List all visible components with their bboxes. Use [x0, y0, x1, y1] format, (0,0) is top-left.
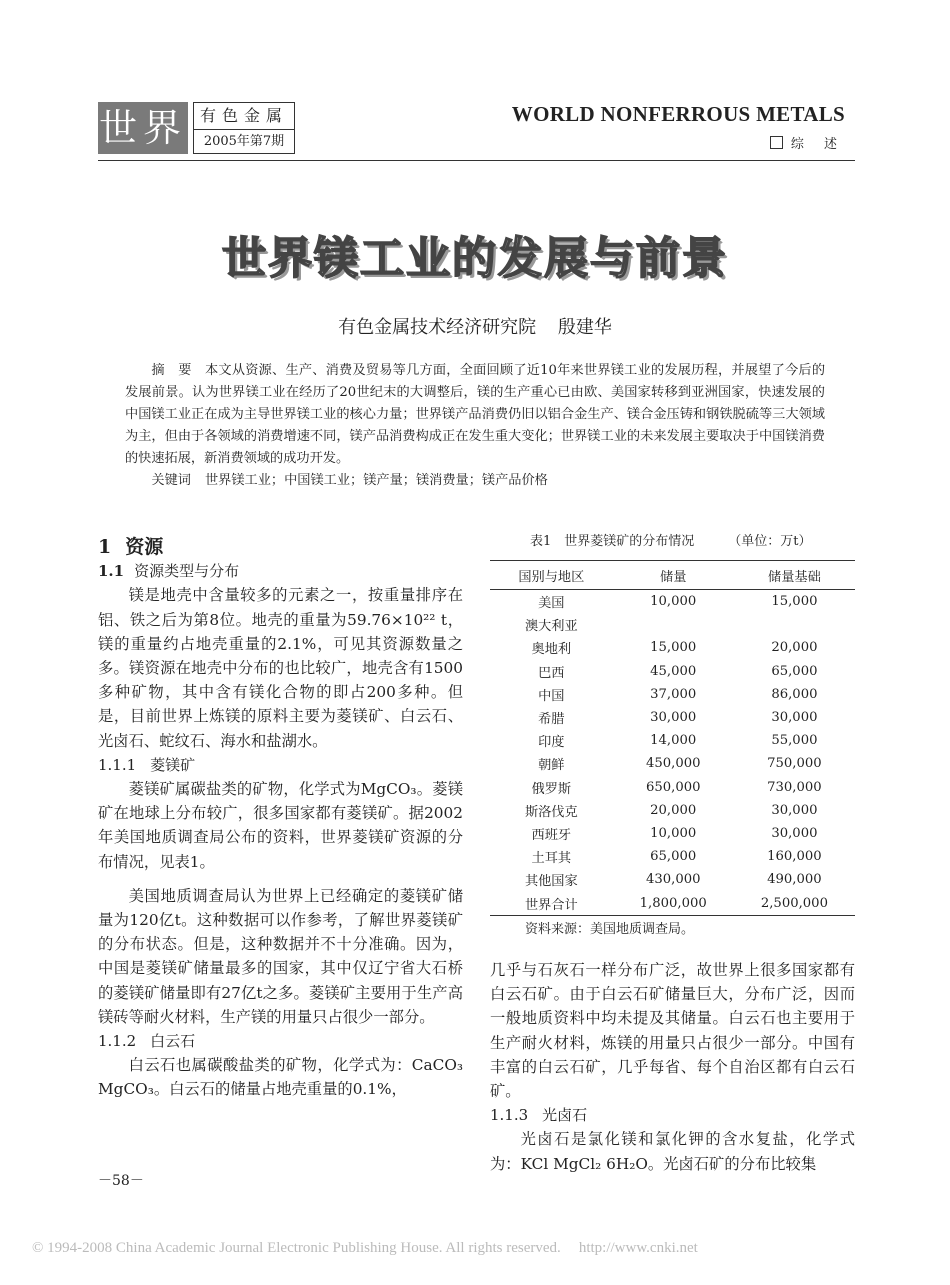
table-row	[490, 636, 855, 659]
table-cell	[613, 613, 734, 636]
table-cell: 20,000	[771, 640, 818, 656]
paragraph: 镁是地壳中含量较多的元素之一，按重量排序在铝、铁之后为第8位。地壳的重量为59.76×10²² t，镁的重量约占地壳重量的2.1%，可见其资源数量之多。镁资源在地壳中分布的也比较广，地壳含有1500多种矿物，其中含有镁化合物的即占200多种。但是，目前世界上炼镁的原料主要为菱镁矿、白云石、光卤石、蛇纹石、海水和盐湖水。	[98, 586, 463, 750]
table-row	[490, 752, 855, 775]
table-cell: 俄罗斯	[531, 781, 572, 797]
table-row	[490, 683, 855, 706]
table-row	[490, 891, 855, 915]
table-cell: 30,000	[771, 802, 818, 818]
heading-text: 菱镁矿	[150, 755, 196, 774]
table-cell: 86,000	[771, 686, 818, 702]
table-row	[490, 845, 855, 868]
table-cell: 朝鲜	[538, 758, 565, 774]
section-heading-1-1-3	[490, 1103, 855, 1127]
journal-english-title: WORLD NONFERROUS METALS	[511, 102, 845, 126]
footer-url: http://www.cnki.net	[578, 1240, 698, 1256]
byline	[0, 313, 950, 339]
table-row	[490, 613, 855, 636]
table-row	[490, 706, 855, 729]
table-cell: 65,000	[650, 849, 697, 865]
left-column	[98, 535, 463, 1102]
magnesite-table	[490, 560, 855, 916]
table-cell: 其他国家	[524, 874, 578, 890]
table-cell: 30,000	[650, 710, 697, 726]
author: 殷建华	[557, 317, 612, 338]
table-cell: 印度	[538, 735, 565, 751]
table-cell: 希腊	[538, 712, 565, 728]
table-source: 资料来源：美国地质调查局。	[525, 922, 695, 937]
table-caption	[530, 530, 812, 549]
table-row	[490, 590, 855, 614]
table-cell: 斯洛伐克	[524, 804, 578, 820]
table-cell: 160,000	[767, 849, 822, 865]
article-title: 世界镁工业的发展与前景	[222, 233, 728, 284]
paragraph: 白云石也属碳酸盐类的矿物，化学式为：CaCO₃ MgCO₃。白云石的储量占地壳重量的0.1%，	[98, 1056, 463, 1099]
heading-text: 资源	[125, 536, 164, 558]
table-cell: 30,000	[771, 710, 818, 726]
heading-number: 1.1.3	[490, 1106, 529, 1125]
table-cell: 世界合计	[490, 891, 613, 915]
table-cell: 15,000	[650, 640, 697, 656]
table-cell: 澳大利亚	[524, 619, 578, 635]
heading-text: 资源类型与分布	[134, 562, 240, 581]
publication-name: 有色金属	[194, 103, 294, 130]
issue-number: 2005年第7期	[203, 134, 285, 149]
table-cell: 巴西	[538, 665, 565, 681]
table-cell: 土耳其	[531, 851, 572, 867]
table-header-row	[490, 561, 855, 590]
table-cell: 15,000	[771, 594, 818, 610]
copyright-text: © 1994-2008 China Academic Journal Electronic Publishing House. All rights reserved.	[32, 1240, 561, 1256]
table-cell: 西班牙	[531, 827, 572, 843]
institution: 有色金属技术经济研究院	[338, 317, 537, 338]
paragraph: 菱镁矿属碳盐类的矿物，化学式为MgCO₃。菱镁矿在地球上分布较广，很多国家都有菱镁矿。据2002年美国地质调查局公布的资料，世界菱镁矿资源的分布情况，见表1。	[98, 780, 463, 871]
heading-text: 光卤石	[542, 1106, 588, 1125]
abstract-text: 本文从资源、生产、消费及贸易等几方面，全面回顾了近10年来世界镁工业的发展历程，并展望了今后的发展前景。认为世界镁工业在经历了20世纪末的大调整后，镁的生产重心已由欧、美国家转移到亚洲国家，快速发展的中国镁工业正在成为主导世界镁工业的核心力量；世界镁产品消费仍旧以铝合金生产、镁合金压铸和钢铁脱硫等三大领域为主，但由于各领域的消费增速不同，镁产品消费构成正在发生重大变化；世界镁工业的未来发展主要取决于中国镁消费的快速拓展，新消费领域的成功开发。	[125, 363, 826, 466]
copyright-footer	[32, 1240, 698, 1257]
table-row	[490, 799, 855, 822]
section-heading-1	[98, 535, 463, 559]
keywords	[125, 470, 825, 492]
table-row	[490, 822, 855, 845]
table-cell: 美国	[538, 596, 565, 612]
heading-number: 1.1.1	[98, 755, 137, 774]
caption-unit: （单位：万t）	[728, 534, 812, 549]
checkbox-square-icon	[770, 136, 783, 149]
table-row	[490, 660, 855, 683]
table-row	[490, 729, 855, 752]
table-cell: 1,800,000	[613, 891, 734, 915]
caption-text: 表1 世界菱镁矿的分布情况	[530, 534, 695, 549]
abstract	[125, 360, 825, 492]
paragraph: 光卤石是氯化镁和氯化钾的含水复盐，化学式为：KCl MgCl₂ 6H₂O。光卤石矿的分布比较集	[490, 1130, 855, 1173]
page-number: －58－	[98, 1173, 144, 1189]
right-column	[490, 958, 855, 1176]
table-row	[490, 868, 855, 891]
table-cell: 45,000	[650, 663, 697, 679]
table-cell: 10,000	[650, 825, 697, 841]
keywords-text: 世界镁工业；中国镁工业；镁产量；镁消费量；镁产品价格	[204, 473, 548, 488]
table-cell: 奥地利	[531, 642, 572, 658]
table-cell: 20,000	[650, 802, 697, 818]
heading-number: 1	[98, 536, 112, 558]
paragraph: 几乎与石灰石一样分布广泛，故世界上很多国家都有白云石矿。由于白云石矿储量巨大，分布广泛，因而一般地质资料中均未提及其储量。白云石也主要用于生产耐火材料，炼镁的用量只占很少一部分。中国有丰富的白云石矿，几乎每省、每个自治区都有白云石矿。	[490, 961, 855, 1101]
keywords-label: 关键词	[151, 473, 191, 488]
table-cell: 450,000	[645, 756, 701, 772]
journal-logo: 世界	[98, 102, 188, 154]
publication-box	[193, 102, 295, 154]
table-header: 储量	[613, 561, 734, 590]
table-cell: 中国	[538, 688, 565, 704]
table-cell: 65,000	[771, 663, 818, 679]
abstract-label: 摘 要	[151, 363, 192, 378]
table-header: 储量基础	[734, 561, 855, 590]
table-cell: 10,000	[650, 594, 697, 610]
heading-number: 1.1.2	[98, 1032, 137, 1051]
table-row	[490, 776, 855, 799]
section-heading-1-1-2	[98, 1029, 463, 1053]
section-tag	[770, 133, 845, 152]
table-cell: 650,000	[645, 779, 701, 795]
table-cell: 750,000	[767, 756, 822, 772]
table-cell: 55,000	[771, 733, 818, 749]
paragraph: 美国地质调查局认为世界上已经确定的菱镁矿储量为120亿t。这种数据可以作参考，了解世界菱镁矿的分布状态。但是，这种数据并不十分准确。因为，中国是菱镁矿储量最多的国家，其中仅辽宁省大石桥的菱镁矿储量即有27亿t之多。菱镁矿主要用于生产高镁砖等耐火材料，生产镁的用量只占很少一部分。	[98, 886, 463, 1026]
heading-text: 白云石	[150, 1032, 196, 1051]
section-heading-1-1	[98, 559, 463, 583]
table-cell: 2,500,000	[734, 891, 855, 915]
table-cell: 37,000	[650, 686, 697, 702]
table-cell: 730,000	[767, 779, 822, 795]
section-heading-1-1-1	[98, 753, 463, 777]
table-cell: 490,000	[767, 872, 822, 888]
table-cell	[734, 613, 855, 636]
header-divider	[98, 160, 855, 161]
table-cell: 30,000	[771, 825, 818, 841]
table-cell: 14,000	[650, 733, 697, 749]
heading-number: 1.1	[98, 562, 125, 581]
section-label: 综 述	[790, 137, 845, 152]
table-cell: 430,000	[645, 872, 701, 888]
table-header: 国别与地区	[490, 561, 613, 590]
